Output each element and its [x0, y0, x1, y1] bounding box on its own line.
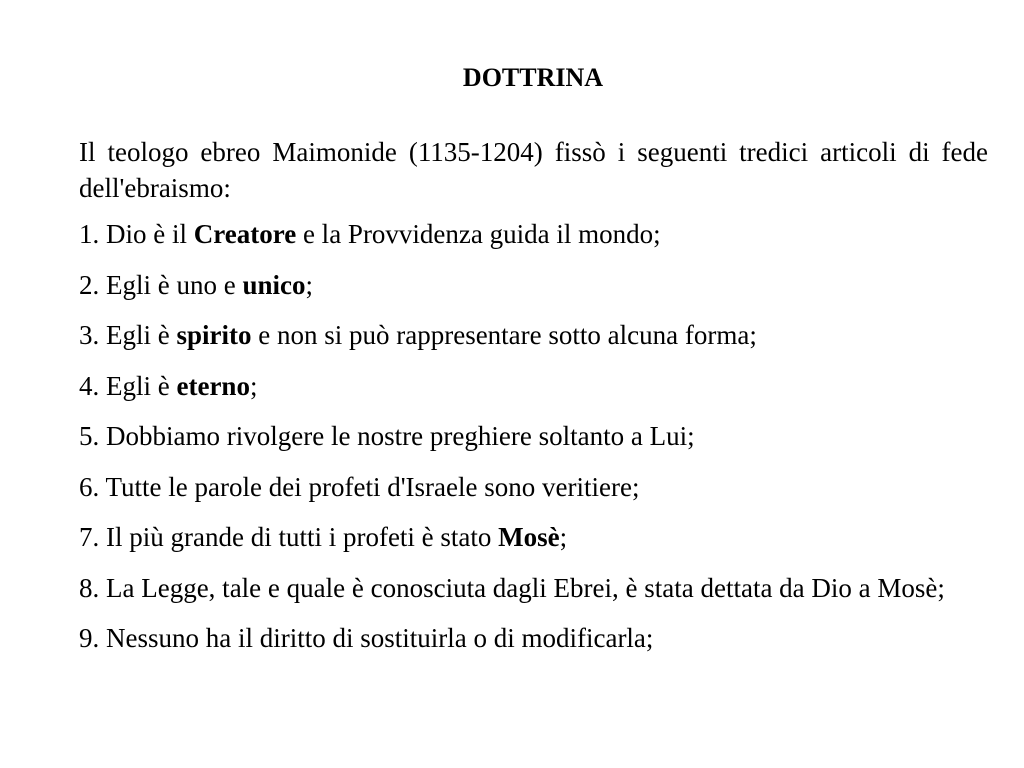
keyword-eterno: eterno: [176, 370, 250, 401]
article-7: 7. Il più grande di tutti i profeti è stato Mosè;: [79, 522, 568, 552]
intro-paragraph: Il teologo ebreo Maimonide (1135-1204) fissò i seguenti tredici articoli di fede dell'ebraismo:: [79, 137, 988, 203]
keyword-spirito: spirito: [176, 320, 252, 350]
article-1: 1. Dio è il Creatore e la Provvidenza guida il mondo;: [79, 219, 661, 249]
keyword-creatore: Creatore: [193, 219, 297, 249]
slide-body: [79, 134, 988, 656]
article-3: 3. Egli è spirito e non si può rappresentare sotto alcuna forma;: [79, 320, 757, 350]
article-2: 2. Egli è uno e unico;: [79, 269, 314, 300]
keyword-mose: Mosè: [498, 522, 560, 552]
article-4: 4. Egli è eterno;: [79, 370, 258, 401]
article-5: 5. Dobbiamo rivolgere le nostre preghiere soltanto a Lui;: [79, 421, 695, 451]
article-9: 9. Nessuno ha il diritto di sostituirla o di modificarla;: [79, 623, 654, 653]
article-8: 8. La Legge, tale e quale è conosciuta dagli Ebrei, è stata dettata da Dio a Mosè;: [79, 572, 945, 603]
article-6: 6. Tutte le parole dei profeti d'Israele sono veritiere;: [79, 471, 640, 502]
slide-title: DOTTRINA: [462, 63, 604, 92]
keyword-unico: unico: [242, 269, 306, 300]
